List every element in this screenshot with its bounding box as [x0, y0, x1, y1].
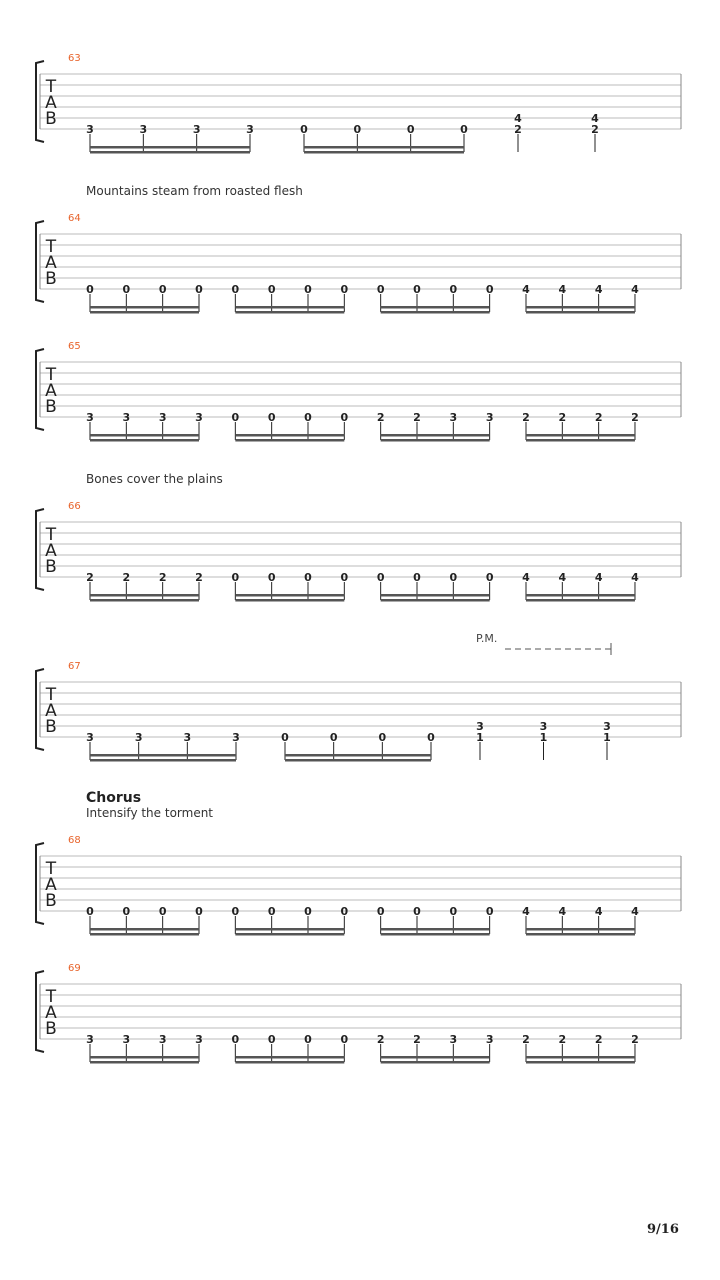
fret-number: 3 [449, 1033, 458, 1046]
fret-number: 4 [558, 571, 567, 584]
beam [90, 1056, 199, 1059]
fret-number: 0 [340, 905, 349, 918]
fret-number: 0 [413, 283, 421, 296]
fret-number: 3 [122, 1033, 131, 1046]
fret-number: 0 [353, 123, 362, 136]
fret-number: 0 [329, 731, 338, 744]
fret-number: 0 [231, 1033, 240, 1046]
measure-number: 69 [68, 963, 81, 974]
fret-number: 3 [158, 411, 167, 424]
fret-number: 0 [267, 571, 276, 584]
fret-number: 3 [158, 1033, 167, 1046]
fret-number: 4 [631, 571, 639, 584]
fret-number: 4 [514, 112, 522, 125]
tab-clef-letter: B [45, 109, 57, 129]
tab-clef-letter: A [45, 541, 57, 561]
beam [235, 594, 344, 597]
fret-number: 4 [522, 571, 530, 584]
fret-number: 4 [631, 905, 639, 918]
beam [235, 434, 344, 437]
fret-number: 0 [231, 283, 240, 296]
fret-number: 4 [594, 571, 603, 584]
tab-clef-letter: A [45, 93, 57, 113]
fret-number: 3 [485, 1033, 494, 1046]
fret-number: 4 [522, 283, 530, 296]
beam [90, 151, 250, 154]
fret-number: 0 [485, 283, 494, 296]
measure-number: 68 [68, 835, 81, 846]
tab-clef-letter: B [45, 557, 57, 577]
beam [381, 594, 490, 597]
fret-number: 0 [122, 283, 131, 296]
fret-number: 4 [558, 905, 567, 918]
beam [304, 146, 464, 149]
beam [90, 754, 236, 757]
fret-number: 0 [376, 571, 385, 584]
fret-number: 2 [522, 411, 530, 424]
fret-number: 0 [340, 1033, 349, 1046]
tab-system-69 [0, 910, 720, 1060]
fret-number: 0 [281, 731, 289, 744]
tab-clef-letter: T [45, 365, 57, 385]
fret-number: 2 [413, 1033, 421, 1046]
tab-system-67 [0, 608, 720, 758]
beam [304, 151, 464, 154]
beam [526, 439, 635, 442]
tab-clef-letter: B [45, 269, 57, 289]
fret-number: 0 [460, 123, 468, 136]
fret-number: 3 [192, 123, 201, 136]
fret-number: 0 [340, 411, 349, 424]
beam [381, 434, 490, 437]
fret-number: 0 [413, 905, 421, 918]
beam [381, 1061, 490, 1064]
tab-clef-letter: B [45, 891, 57, 911]
beam [235, 1061, 344, 1064]
measure-number: 67 [68, 661, 81, 672]
fret-number: 0 [158, 905, 167, 918]
fret-number: 2 [594, 1033, 603, 1046]
fret-number: 0 [427, 731, 435, 744]
fret-number: 0 [304, 905, 312, 918]
fret-number: 3 [246, 123, 254, 136]
fret-number: 2 [558, 1033, 567, 1046]
fret-number: 0 [449, 905, 458, 918]
beam [285, 754, 431, 757]
fret-number: 2 [522, 1033, 530, 1046]
fret-number: 0 [122, 905, 131, 918]
beam [285, 759, 431, 762]
fret-number: 2 [158, 571, 167, 584]
fret-number: 1 [476, 731, 484, 744]
tab-clef-letter: A [45, 1003, 57, 1023]
tab-clef-letter: B [45, 717, 57, 737]
fret-number: 0 [449, 571, 458, 584]
beam [526, 1056, 635, 1059]
tab-clef-letter: T [45, 77, 57, 97]
beam [381, 599, 490, 602]
fret-number: 0 [195, 283, 203, 296]
fret-number: 0 [195, 905, 203, 918]
fret-number: 2 [594, 411, 603, 424]
beam [90, 439, 199, 442]
beam [381, 1056, 490, 1059]
fret-number: 2 [376, 1033, 385, 1046]
fret-number: 3 [183, 731, 192, 744]
beam [526, 434, 635, 437]
beam [90, 599, 199, 602]
fret-number: 0 [376, 283, 385, 296]
fret-number: 0 [304, 283, 312, 296]
fret-number: 0 [449, 283, 458, 296]
fret-number: 0 [485, 905, 494, 918]
fret-number: 3 [195, 1033, 203, 1046]
beam [235, 439, 344, 442]
tab-clef-letter: T [45, 685, 57, 705]
tab-clef-letter: T [45, 237, 57, 257]
fret-number: 2 [413, 411, 421, 424]
fret-number: 3 [86, 411, 94, 424]
tab-system-66 [0, 448, 720, 598]
beam [90, 434, 199, 437]
beam [90, 1061, 199, 1064]
fret-number: 0 [304, 571, 312, 584]
tab-clef-letter: T [45, 859, 57, 879]
fret-number: 1 [539, 731, 548, 744]
fret-number: 1 [603, 731, 611, 744]
fret-number: 0 [300, 123, 308, 136]
fret-number: 4 [631, 283, 639, 296]
fret-number: 2 [631, 1033, 639, 1046]
tab-clef-letter: A [45, 253, 57, 273]
lyric-line: Intensify the torment [86, 806, 214, 820]
fret-number: 0 [485, 571, 494, 584]
fret-number: 0 [231, 905, 240, 918]
fret-number: 4 [522, 905, 530, 918]
fret-number: 2 [86, 571, 94, 584]
fret-number: 0 [158, 283, 167, 296]
tab-system-63 [0, 0, 720, 150]
tab-clef-letter: A [45, 875, 57, 895]
fret-number: 4 [594, 283, 603, 296]
fret-number: 0 [340, 571, 349, 584]
fret-number: 0 [376, 905, 385, 918]
section-title: Chorus [86, 790, 142, 806]
fret-number: 3 [485, 411, 494, 424]
fret-number: 0 [86, 283, 94, 296]
fret-number: 0 [267, 411, 276, 424]
fret-number: 2 [195, 571, 203, 584]
lyric-line: Bones cover the plains [86, 472, 223, 486]
fret-number: 3 [134, 731, 143, 744]
beam [526, 594, 635, 597]
palm-mute-label: P.M. [476, 632, 498, 645]
fret-number: 2 [631, 411, 639, 424]
tab-clef-letter: T [45, 525, 57, 545]
fret-number: 3 [86, 123, 94, 136]
fret-number: 4 [594, 905, 603, 918]
fret-number: 0 [304, 1033, 312, 1046]
measure-number: 66 [68, 501, 81, 512]
fret-number: 0 [340, 283, 349, 296]
measure-number: 63 [68, 53, 81, 64]
fret-number: 0 [267, 1033, 276, 1046]
fret-number: 3 [476, 720, 484, 733]
tab-clef-letter: A [45, 701, 57, 721]
fret-number: 0 [267, 283, 276, 296]
fret-number: 2 [122, 571, 131, 584]
fret-number: 3 [232, 731, 240, 744]
beam [526, 599, 635, 602]
fret-number: 3 [122, 411, 131, 424]
beam [235, 1056, 344, 1059]
beam [235, 599, 344, 602]
beam [90, 146, 250, 149]
fret-number: 3 [539, 720, 548, 733]
fret-number: 3 [449, 411, 458, 424]
beam [90, 594, 199, 597]
fret-number: 0 [304, 411, 312, 424]
fret-number: 3 [86, 731, 94, 744]
fret-number: 2 [558, 411, 567, 424]
fret-number: 0 [378, 731, 387, 744]
fret-number: 0 [406, 123, 415, 136]
measure-number: 65 [68, 341, 81, 352]
measure-number: 64 [68, 213, 81, 224]
fret-number: 4 [591, 112, 599, 125]
fret-number: 2 [591, 123, 599, 136]
fret-number: 0 [231, 411, 240, 424]
fret-number: 0 [86, 905, 94, 918]
tab-system-65 [0, 288, 720, 438]
fret-number: 3 [139, 123, 148, 136]
fret-number: 3 [603, 720, 611, 733]
fret-number: 0 [413, 571, 421, 584]
lyric-line: Mountains steam from roasted flesh [86, 184, 303, 198]
beam [381, 439, 490, 442]
tab-clef-letter: B [45, 397, 57, 417]
beam [526, 1061, 635, 1064]
fret-number: 2 [514, 123, 522, 136]
fret-number: 2 [376, 411, 385, 424]
tab-clef-letter: B [45, 1019, 57, 1039]
fret-number: 0 [231, 571, 240, 584]
tab-clef-letter: A [45, 381, 57, 401]
page-number: 9/16 [647, 1222, 679, 1237]
fret-number: 3 [86, 1033, 94, 1046]
beam [90, 759, 236, 762]
fret-number: 4 [558, 283, 567, 296]
fret-number: 3 [195, 411, 203, 424]
fret-number: 0 [267, 905, 276, 918]
tab-clef-letter: T [45, 987, 57, 1007]
